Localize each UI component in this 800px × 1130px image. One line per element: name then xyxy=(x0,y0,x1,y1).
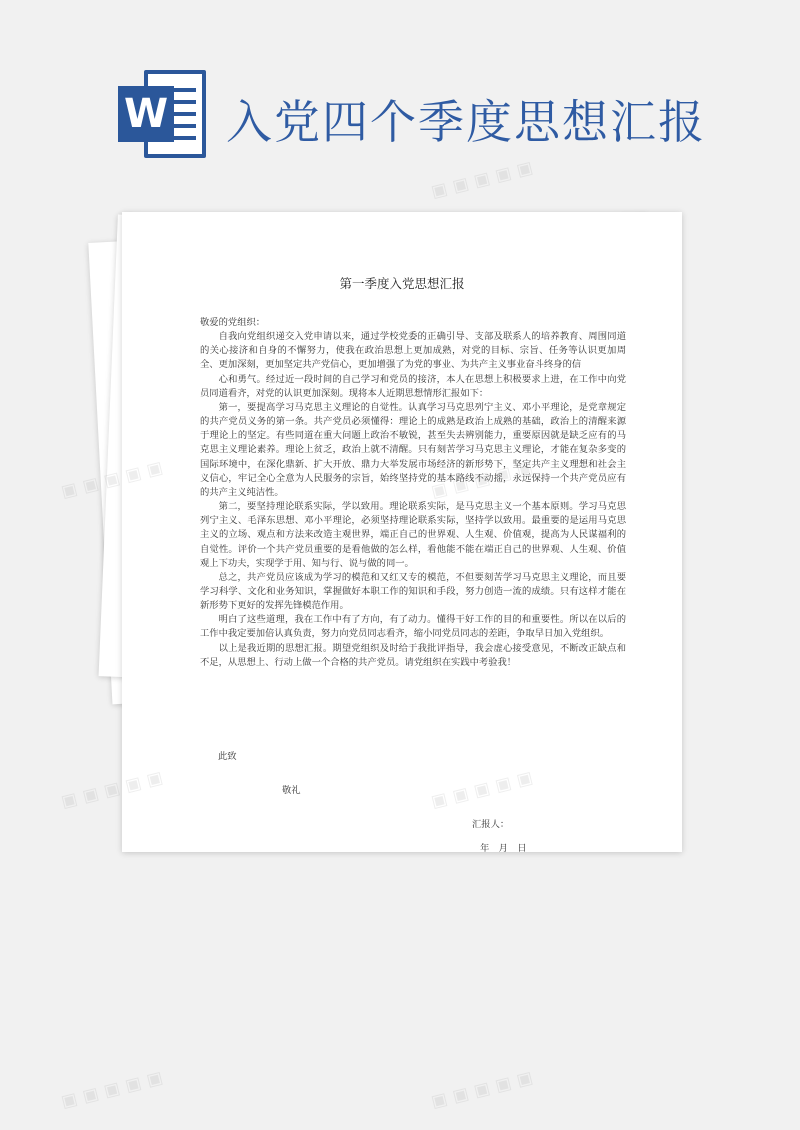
watermark: ▣ ▣ ▣ ▣ ▣ xyxy=(59,1067,165,1113)
closing-regards: 敬礼 xyxy=(282,785,301,796)
paragraph: 第一，要提高学习马克思主义理论的自觉性。认真学习马克思列宁主义、邓小平理论，是党章规定的共产党员义务的第一条。共产党员必须懂得：理论上的成熟是政治上成熟的基础，政治上的清醒来源于理论上的坚定。有些同道在重大问题上政治不敏锐，甚至失去辨别能力，重要原因就是缺乏应有的马克思主义理论素养。理论上贫乏，政治上就不清醒。只有刻苦学习马克思主义理论，才能在复杂多变的国际环境中，在深化鼎新、扩大开放、鼎力大举发展市场经济的新形势下，坚定共产主义理想和社会主义信心，牢记全心全意为人民服务的宗旨，始终坚持党的基本路线不动摇，永远保持一个共产党员应有的共产主义纯洁性。 xyxy=(200,401,626,498)
header-banner xyxy=(0,0,800,210)
page-title: 入党四个季度思想汇报 xyxy=(226,95,706,149)
watermark: ▣ ▣ ▣ ▣ ▣ xyxy=(429,157,535,203)
watermark: ▣ ▣ ▣ ▣ ▣ xyxy=(429,1067,535,1113)
date-line: 年 月 日 xyxy=(480,843,527,854)
document-page xyxy=(122,212,682,852)
paragraph: 总之，共产党员应该成为学习的模范和又红又专的模范，不但要刻苦学习马克思主义理论，而且要学习科学、文化和业务知识，掌握做好本职工作的知识和手段，努力创造一流的成绩。只有这样才能在新形势下更好的发挥先锋模范作用。 xyxy=(200,571,626,612)
closing-salute: 此致 xyxy=(218,751,237,762)
paragraph: 心和勇气。经过近一段时间的自己学习和党员的接济，本人在思想上积极要求上进，在工作中向党员同道看齐，对党的认识更加深刻。现将本人近期思想情形汇报如下： xyxy=(200,373,626,399)
watermark: ▣ ▣ xyxy=(59,473,101,503)
paragraph: 以上是我近期的思想汇报。期望党组织及时给于我批评指导，我会虚心接受意见，不断改正缺点和不足，从思想上、行动上做一个合格的共产党员。请党组织在实践中考验我！ xyxy=(200,642,626,668)
document-content xyxy=(122,212,682,852)
watermark: ▣ ▣ ▣ ▣ ▣ xyxy=(59,767,165,813)
document-body xyxy=(200,316,626,670)
document-title: 第一季度入党思想汇报 xyxy=(339,276,465,291)
paragraph: 明白了这些道理，我在工作中有了方向，有了动力。懂得干好工作的目的和重要性。所以在以后的工作中我定要加倍认真负责，努力向党员同志看齐，缩小同党员同志的差距，争取早日加入党组织。 xyxy=(200,614,626,640)
word-icon xyxy=(110,66,210,162)
paragraph: 自我向党组织递交入党申请以来，通过学校党委的正确引导、支部及联系人的培养教育、周围同道的关心接济和自身的不懈努力，使我在政治思想上更加成熟，对党的目标、宗旨、任务等认识更加周全、更加深刻，更加坚定共产党信心，更加增强了为党的事业、为共产主义事业奋斗终身的信 xyxy=(200,331,626,371)
word-icon-letter: W xyxy=(118,86,174,142)
paragraph: 第二，要坚持理论联系实际，学以致用。理论联系实际，是马克思主义一个基本原则。学习马克思列宁主义、毛泽东思想、邓小平理论，必须坚持理论联系实际，坚持学以致用。最重要的是运用马克思主义的立场、观点和方法来改造主观世界，端正自己的世界观、人生观、价值观，提高为人民谋福利的自觉性。评价一个共产党员重要的是看他做的怎么样，看他能不能在端正自己的世界观、人生观、价值观上下功夫，实现学于用、知与行、说与做的同一。 xyxy=(200,501,626,569)
salutation: 敬爱的党组织： xyxy=(200,317,266,328)
reporter-label: 汇报人： xyxy=(472,819,510,830)
